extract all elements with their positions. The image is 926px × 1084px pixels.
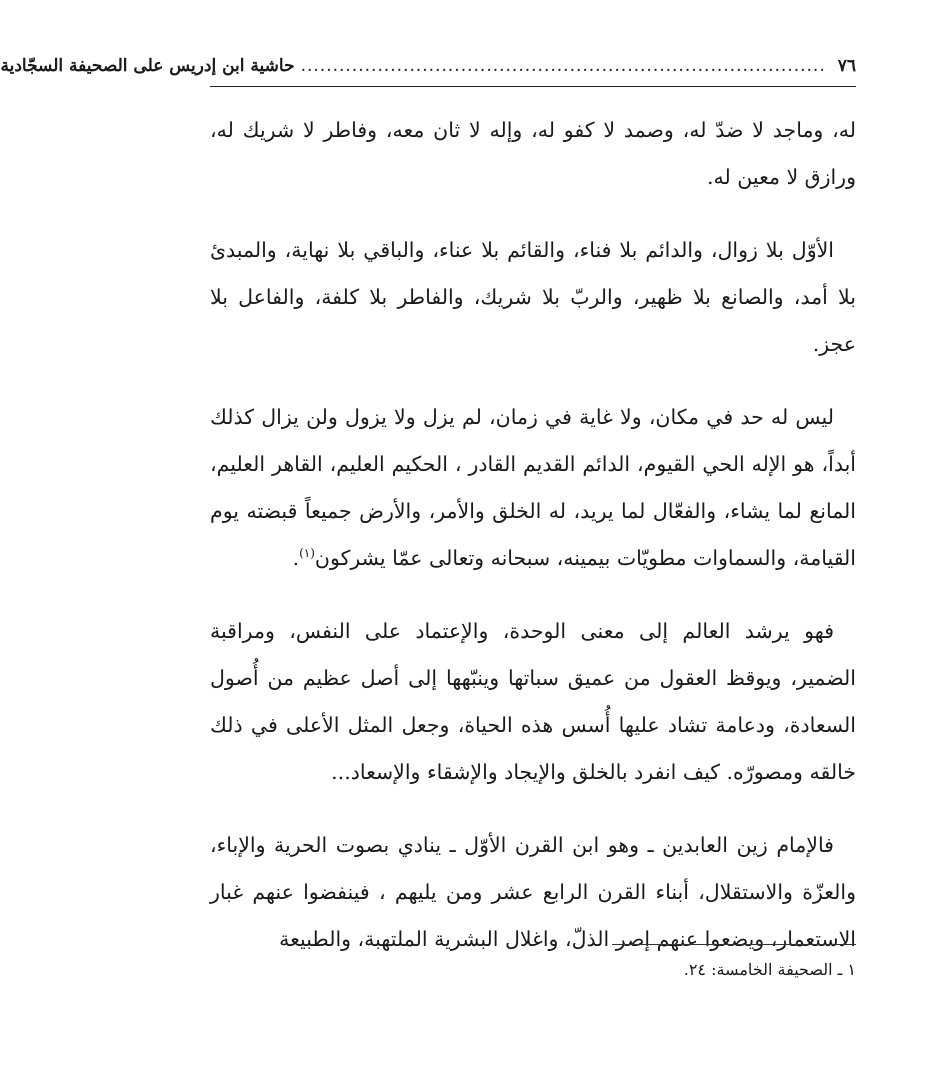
footnote-rule <box>612 944 856 945</box>
header-rule <box>210 86 856 87</box>
paragraph-4 <box>210 608 856 796</box>
footnote-marker[interactable]: (١) <box>299 546 315 561</box>
header-leader-dots: .................................................................................. <box>300 56 826 76</box>
footnote: ١ ـ الصحيفة الخامسة: ٢٤. <box>683 960 856 979</box>
book-page <box>0 56 856 1056</box>
paragraph-3 <box>210 394 856 582</box>
running-title: حاشية ابن إدريس على الصحيفة السجّادية <box>0 56 295 76</box>
paragraph-2 <box>210 227 856 368</box>
paragraph-1 <box>210 107 856 201</box>
paragraph-3-text: ليس له حد في مكان، ولا غاية في زمان، لم يزل ولا يزول ولن يزال كذلك أبداً، هو الإله الحي القيوم، الدائم القديم القادر ، الحكيم العليم، القاهر العليم، المانع لما يشاء، والفعّال لما يريد، له الخلق والأمر، والأرض جميعاً قبضته يوم القيامة، والسماوات مطويّات بيمينه، سبحانه وتعالى عمّا يشركون <box>210 405 856 570</box>
paragraph-5-text: فالإمام زين العابدين ـ وهو ابن القرن الأوّل ـ ينادي بصوت الحرية والإباء، والعزّة والاستقلال، أبناء القرن الرابع عشر ومن يليهم ، فينفضوا عنهم غبار الاستعمار، ويضعوا عنهم إصر الذلّ، واغلال البشرية الملتهبة، والطبيعة <box>210 833 856 951</box>
paragraph-4-text: فهو يرشد العالم إلى معنى الوحدة، والإعتماد على النفس، ومراقبة الضمير، ويوقظ العقول من عميق سباتها وينبّهها إلى أصل عظيم من أُصول السعادة، ودعامة تشاد عليها أُسس هذه الحياة، وجعل المثل الأعلى في ذلك خالقه ومصورّه. كيف انفرد بالخلق والإيجاد والإشقاء والإسعاد... <box>210 619 856 784</box>
paragraph-3-end: . <box>292 546 300 570</box>
page-header <box>0 56 856 86</box>
paragraph-1-text: له، وماجد لا ضدّ له، وصمد لا كفو له، وإله لا ثان معه، وفاطر لا شريك له، ورازق لا معين له. <box>210 118 856 189</box>
paragraph-2-text: الأوّل بلا زوال، والدائم بلا فناء، والقائم بلا عناء، والباقي بلا نهاية، والمبدئ بلا أمد، والصانع بلا ظهير، والربّ بلا شريك، والفاطر بلا كلفة، والفاعل بلا عجز. <box>210 238 856 356</box>
page-number: ٧٦ <box>837 56 856 76</box>
paragraph-5 <box>210 822 856 963</box>
